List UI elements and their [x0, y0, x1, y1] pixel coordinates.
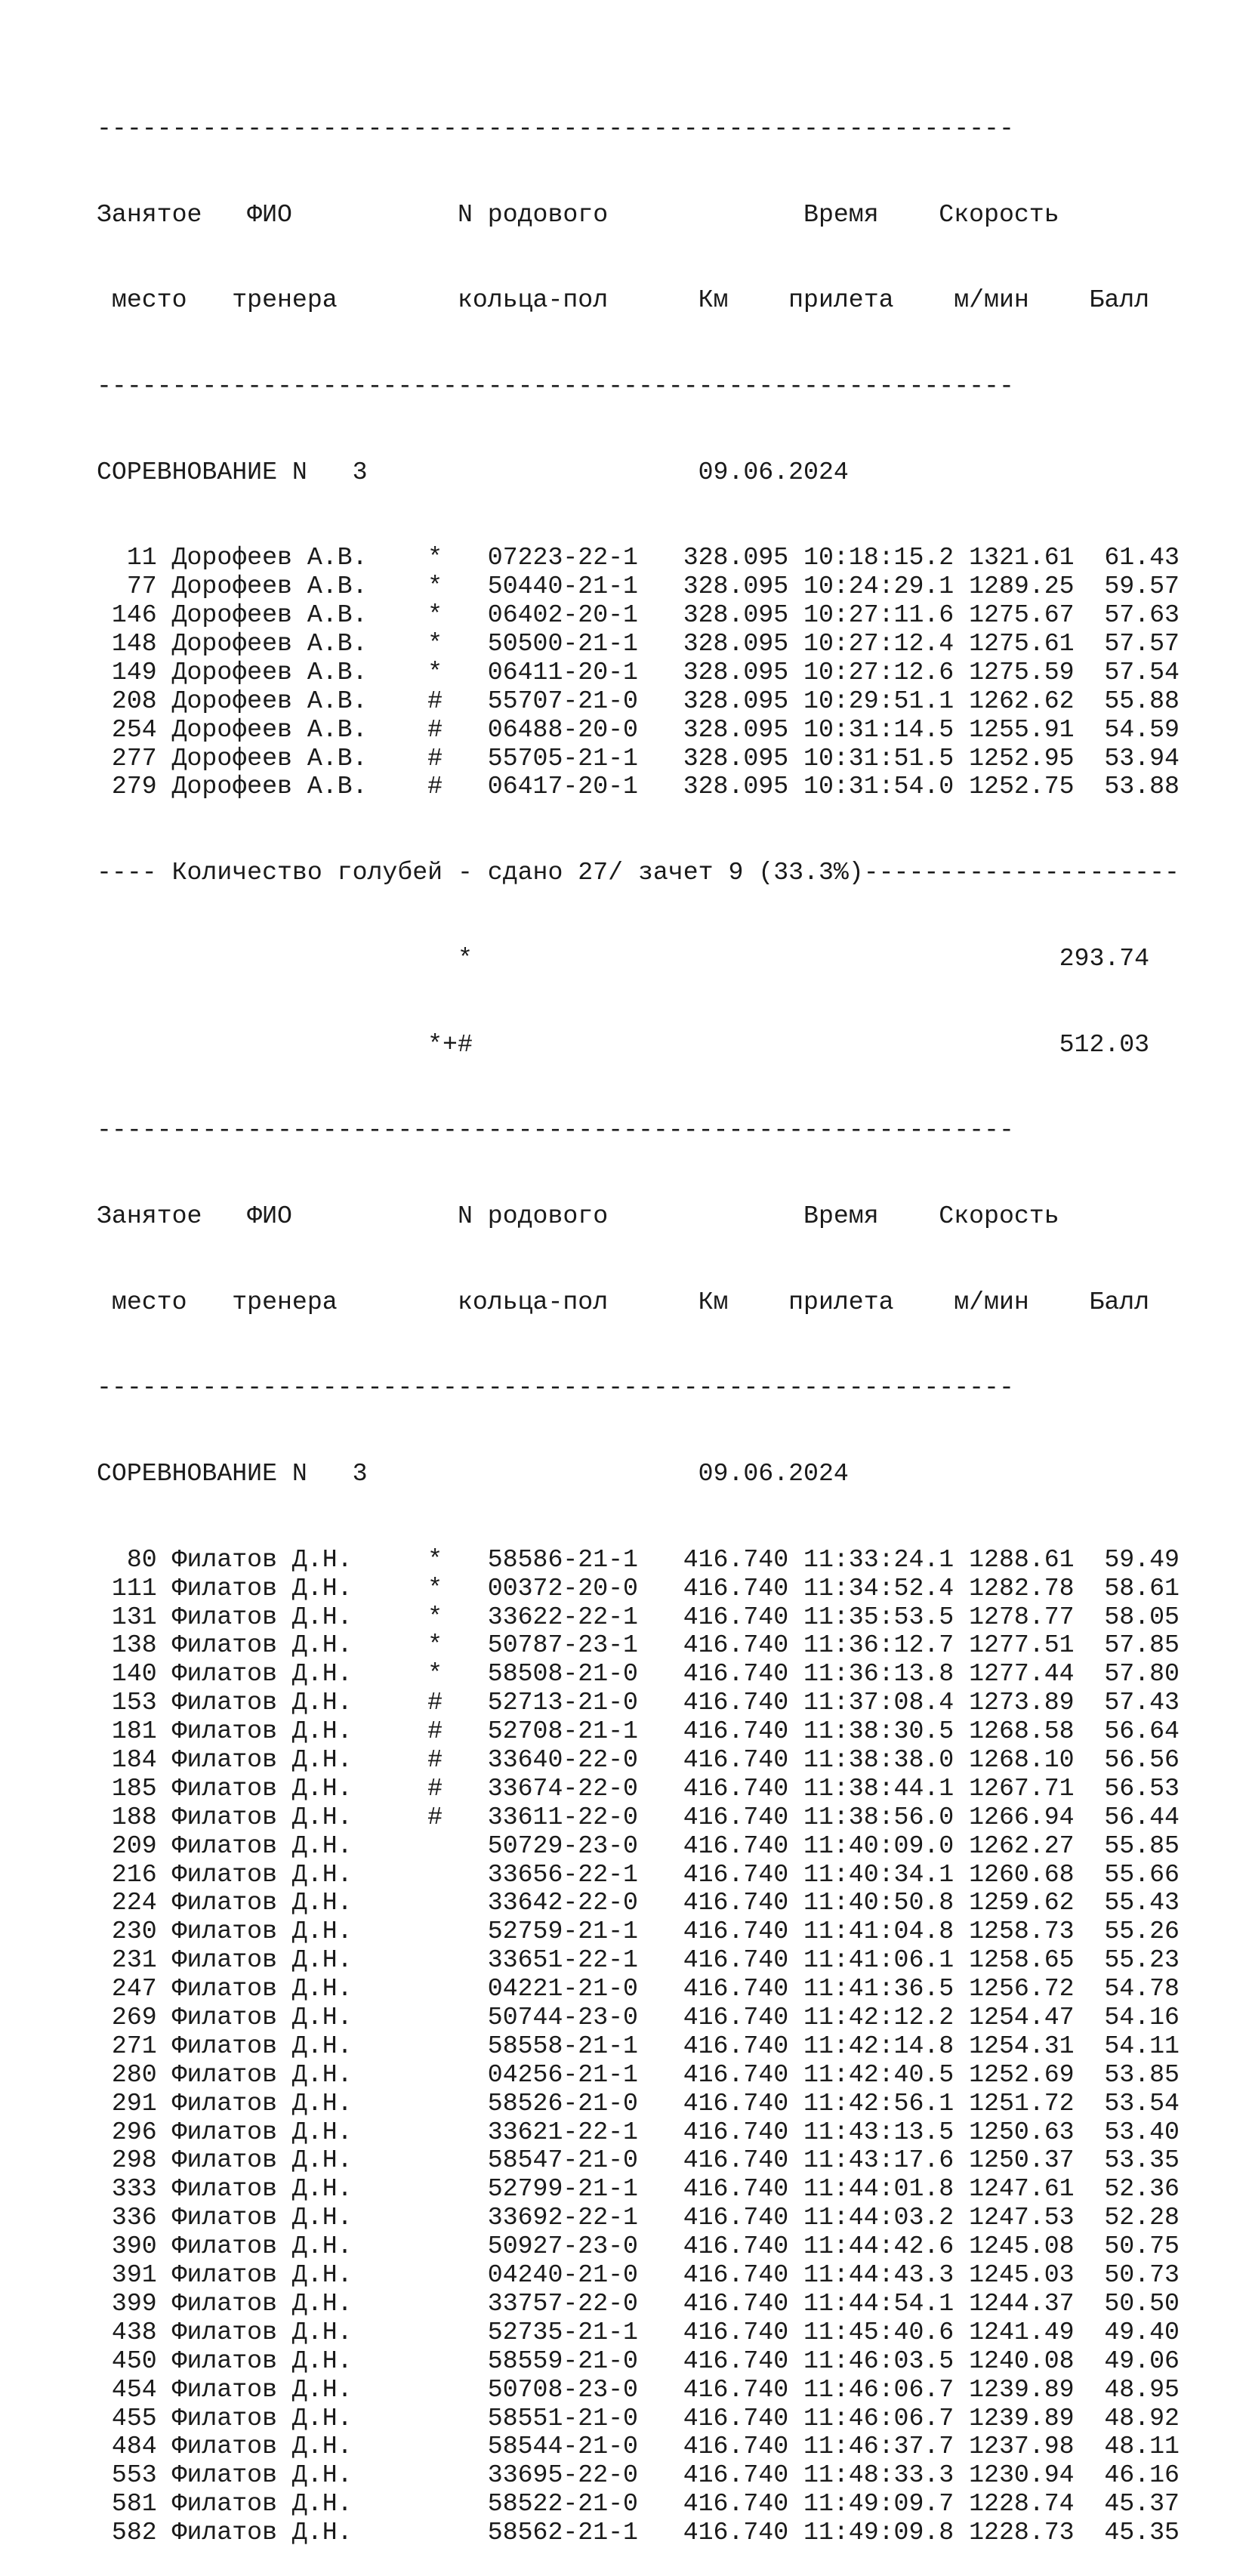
section-1-total-star: * 293.74 [97, 943, 1150, 973]
table-row: 148 Дорофеев А.В. * 50500-21-1 328.095 10:27:12.4 1275.61 57.57 [97, 629, 1180, 658]
table-row: 140 Филатов Д.Н. * 58508-21-0 416.740 11:36:13.8 1277.44 57.80 [97, 1659, 1180, 1689]
table-row: 188 Филатов Д.Н. # 33611-22-0 416.740 11:38:56.0 1266.94 56.44 [97, 1802, 1180, 1831]
table-row: 230 Филатов Д.Н. 52759-21-1 416.740 11:41:04.8 1258.73 55.26 [97, 1917, 1180, 1946]
table-row: 279 Дорофеев А.В. # 06417-20-1 328.095 10:31:54.0 1252.75 53.88 [97, 772, 1180, 801]
table-row: 131 Филатов Д.Н. * 33622-22-1 416.740 11:35:53.5 1278.77 58.05 [97, 1602, 1180, 1631]
table-row: 438 Филатов Д.Н. 52735-21-1 416.740 11:45:40.6 1241.49 49.40 [97, 2317, 1180, 2346]
table-row: 336 Филатов Д.Н. 33692-22-1 416.740 11:44:03.2 1247.53 52.28 [97, 2203, 1180, 2232]
table-row: 280 Филатов Д.Н. 04256-21-1 416.740 11:42:40.5 1252.69 53.85 [97, 2059, 1180, 2089]
section-1-rows [97, 544, 1180, 801]
table-row: 80 Филатов Д.Н. * 58586-21-1 416.740 11:33:24.1 1288.61 59.49 [97, 1544, 1180, 1574]
table-row: 581 Филатов Д.Н. 58522-21-0 416.740 11:49:09.7 1228.74 45.37 [97, 2489, 1180, 2519]
table-row: 209 Филатов Д.Н. 50729-23-0 416.740 11:40:09.0 1262.27 55.85 [97, 1831, 1180, 1860]
table-row: 390 Филатов Д.Н. 50927-23-0 416.740 11:44:42.6 1245.08 50.75 [97, 2232, 1180, 2261]
table-row: 247 Филатов Д.Н. 04221-21-0 416.740 11:41:36.5 1256.72 54.78 [97, 1974, 1180, 2004]
table-row: 296 Филатов Д.Н. 33621-22-1 416.740 11:43:13.5 1250.63 53.40 [97, 2117, 1180, 2146]
section-1-total-all: *+# 512.03 [97, 1029, 1150, 1059]
table-row: 138 Филатов Д.Н. * 50787-23-1 416.740 11:36:12.7 1277.51 57.85 [97, 1630, 1180, 1660]
results-document [97, 57, 1180, 2576]
table-row: 277 Дорофеев А.В. # 55705-21-1 328.095 10:31:51.5 1252.95 53.94 [97, 743, 1180, 773]
table-row: 184 Филатов Д.Н. # 33640-22-0 416.740 11:38:38.0 1268.10 56.56 [97, 1745, 1180, 1775]
table-row: 185 Филатов Д.Н. # 33674-22-0 416.740 11:38:44.1 1267.71 56.53 [97, 1773, 1180, 1803]
table-row: 77 Дорофеев А.В. * 50440-21-1 328.095 10:24:29.1 1289.25 59.57 [97, 572, 1180, 601]
table-row: 153 Филатов Д.Н. # 52713-21-0 416.740 11:37:08.4 1273.89 57.43 [97, 1688, 1180, 1717]
table-row: 269 Филатов Д.Н. 50744-23-0 416.740 11:42:12.2 1254.47 54.16 [97, 2003, 1180, 2032]
table-row: 231 Филатов Д.Н. 33651-22-1 416.740 11:41:06.1 1258.65 55.23 [97, 1945, 1180, 1975]
header-row-1: Занятое ФИО N родового Время Скорость [97, 1201, 1059, 1230]
table-row: 216 Филатов Д.Н. 33656-22-1 416.740 11:40:34.1 1260.68 55.66 [97, 1859, 1180, 1889]
table-row: 271 Филатов Д.Н. 58558-21-1 416.740 11:42:14.8 1254.31 54.11 [97, 2031, 1180, 2060]
section-1-summary: ---- Количество голубей - сдано 27/ зачет 9 (33.3%)--------------------- [97, 858, 1180, 887]
table-row: 450 Филатов Д.Н. 58559-21-0 416.740 11:46:03.5 1240.08 49.06 [97, 2346, 1180, 2375]
table-row: 484 Филатов Д.Н. 58544-21-0 416.740 11:46:37.7 1237.98 48.11 [97, 2432, 1180, 2461]
table-row: 208 Дорофеев А.В. # 55707-21-0 328.095 10:29:51.1 1262.62 55.88 [97, 686, 1180, 715]
section-2-title: СОРЕВНОВАНИЕ N 3 09.06.2024 [97, 1459, 849, 1489]
table-row: 291 Филатов Д.Н. 58526-21-0 416.740 11:42:56.1 1251.72 53.54 [97, 2088, 1180, 2118]
section-2-rows [97, 1546, 1180, 2547]
separator-line: ------------------------------------------------------------- [97, 1115, 1014, 1145]
header-row-1: Занятое ФИО N родового Время Скорость [97, 199, 1059, 229]
table-row: 399 Филатов Д.Н. 33757-22-0 416.740 11:44:54.1 1244.37 50.50 [97, 2288, 1180, 2318]
table-row: 333 Филатов Д.Н. 52799-21-1 416.740 11:44:01.8 1247.61 52.36 [97, 2174, 1180, 2204]
table-row: 298 Филатов Д.Н. 58547-21-0 416.740 11:43:17.6 1250.37 53.35 [97, 2146, 1180, 2175]
table-row: 181 Филатов Д.Н. # 52708-21-1 416.740 11:38:30.5 1268.58 56.64 [97, 1717, 1180, 1746]
table-row: 111 Филатов Д.Н. * 00372-20-0 416.740 11:34:52.4 1282.78 58.61 [97, 1573, 1180, 1603]
separator-line: ------------------------------------------------------------- [97, 371, 1014, 400]
table-row: 224 Филатов Д.Н. 33642-22-0 416.740 11:40:50.8 1259.62 55.43 [97, 1888, 1180, 1917]
separator-line: ------------------------------------------------------------- [97, 1373, 1014, 1402]
table-row: 582 Филатов Д.Н. 58562-21-1 416.740 11:49:09.8 1228.73 45.35 [97, 2518, 1180, 2547]
header-row-2: место тренера кольца-пол Км прилета м/мин Балл [97, 1287, 1150, 1316]
table-row: 11 Дорофеев А.В. * 07223-22-1 328.095 10:18:15.2 1321.61 61.43 [97, 543, 1180, 572]
table-row: 553 Филатов Д.Н. 33695-22-0 416.740 11:48:33.3 1230.94 46.16 [97, 2460, 1180, 2490]
table-row: 455 Филатов Д.Н. 58551-21-0 416.740 11:46:06.7 1239.89 48.92 [97, 2403, 1180, 2433]
header-row-2: место тренера кольца-пол Км прилета м/мин Балл [97, 285, 1150, 315]
table-row: 454 Филатов Д.Н. 50708-23-0 416.740 11:46:06.7 1239.89 48.95 [97, 2374, 1180, 2404]
table-row: 146 Дорофеев А.В. * 06402-20-1 328.095 10:27:11.6 1275.67 57.63 [97, 600, 1180, 630]
separator-line: ------------------------------------------------------------- [97, 113, 1014, 143]
table-row: 149 Дорофеев А.В. * 06411-20-1 328.095 10:27:12.6 1275.59 57.54 [97, 657, 1180, 686]
section-1-title: СОРЕВНОВАНИЕ N 3 09.06.2024 [97, 457, 849, 486]
table-row: 254 Дорофеев А.В. # 06488-20-0 328.095 10:31:14.5 1255.91 54.59 [97, 714, 1180, 744]
table-row: 391 Филатов Д.Н. 04240-21-0 416.740 11:44:43.3 1245.03 50.73 [97, 2260, 1180, 2290]
